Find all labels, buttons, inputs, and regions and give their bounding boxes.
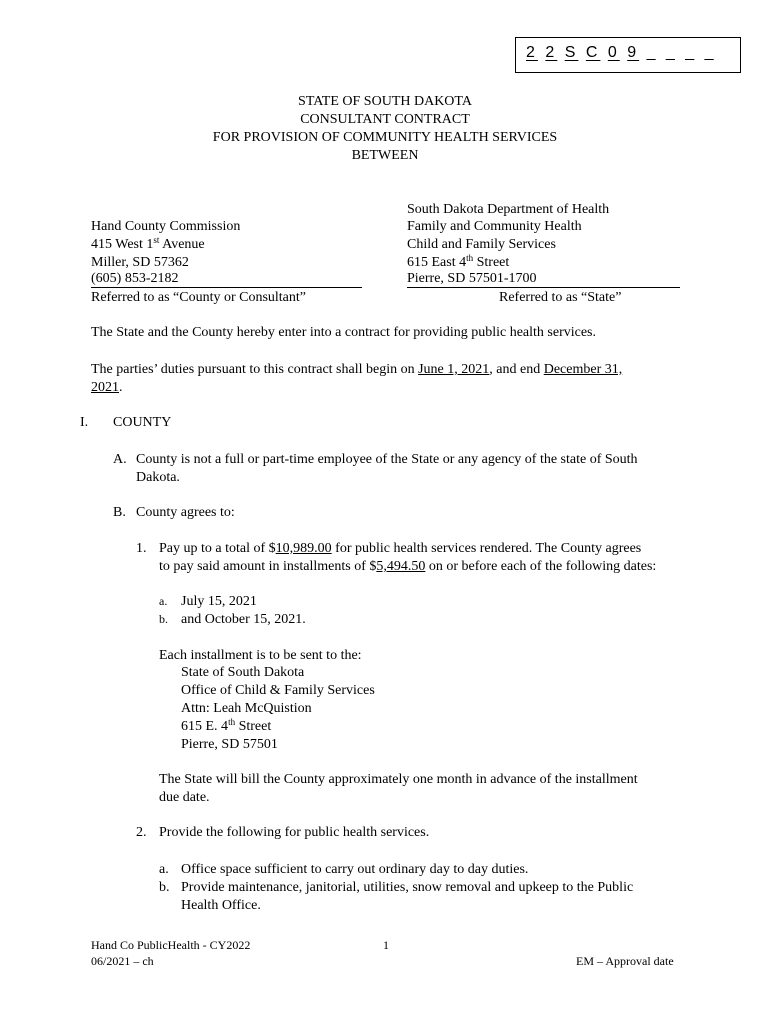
title-line-1: STATE OF SOUTH DAKOTA bbox=[298, 94, 472, 109]
state-dept-name: South Dakota Department of Health bbox=[407, 202, 610, 217]
send-to-intro: Each installment is to be sent to the: bbox=[159, 648, 362, 663]
code-char: S bbox=[564, 44, 579, 61]
state-address: 615 East 4th Street bbox=[407, 253, 510, 270]
code-char: 2 bbox=[545, 44, 558, 61]
item-1-line2: to pay said amount in installments of $5,494.50 on or before each of the following dates: bbox=[159, 559, 657, 574]
code-char: C bbox=[585, 44, 601, 61]
section-numeral: I. bbox=[80, 415, 89, 430]
section-heading: COUNTY bbox=[113, 415, 172, 430]
contract-code-box bbox=[515, 37, 741, 73]
footer-left-1: Hand Co PublicHealth - CY2022 bbox=[91, 938, 251, 952]
billing-line2: due date. bbox=[159, 790, 210, 805]
county-phone: (605) 853-2182 bbox=[91, 271, 362, 288]
date-a-text: July 15, 2021 bbox=[181, 594, 257, 609]
code-char: 2 bbox=[526, 44, 538, 61]
county-address: 415 West 1st Avenue bbox=[91, 235, 205, 252]
footer-left-2: 06/2021 – ch bbox=[91, 954, 154, 968]
duties-paragraph-line2: 2021. bbox=[91, 380, 123, 395]
code-char: 0 bbox=[607, 44, 620, 61]
intro-paragraph: The State and the County hereby enter into a contract for providing public health services. bbox=[91, 325, 597, 340]
code-blanks: _ _ _ _ bbox=[646, 44, 717, 61]
state-program: Child and Family Services bbox=[407, 237, 556, 252]
county-city: Miller, SD 57362 bbox=[91, 255, 189, 270]
date-b-label: b. bbox=[159, 612, 168, 626]
billing-line1: The State will bill the County approximately one month in advance of the installment bbox=[159, 772, 638, 787]
title-line-4: BETWEEN bbox=[351, 148, 419, 163]
end-date: December 31, bbox=[543, 362, 623, 377]
start-date: June 1, 2021 bbox=[418, 362, 490, 377]
contract-code bbox=[526, 44, 717, 62]
send-to-line2: Office of Child & Family Services bbox=[181, 683, 375, 698]
item-2b-line1: Provide maintenance, janitorial, utilities, snow removal and upkeep to the Public bbox=[181, 880, 634, 895]
send-to-line4: 615 E. 4th Street bbox=[181, 717, 272, 734]
title-line-2: CONSULTANT CONTRACT bbox=[300, 112, 470, 127]
item-a-line2: Dakota. bbox=[136, 470, 180, 485]
item-2b-label: b. bbox=[159, 880, 170, 895]
send-to-line3: Attn: Leah McQuistion bbox=[181, 701, 312, 716]
county-referred: Referred to as “County or Consultant” bbox=[91, 290, 307, 305]
date-b-text: and October 15, 2021. bbox=[181, 612, 306, 627]
item-2b-line2: Health Office. bbox=[181, 898, 261, 913]
state-division: Family and Community Health bbox=[407, 219, 582, 234]
item-b-text: County agrees to: bbox=[136, 505, 235, 520]
code-char: 9 bbox=[627, 44, 640, 61]
send-to-line5: Pierre, SD 57501 bbox=[181, 737, 278, 752]
item-a-label: A. bbox=[113, 452, 127, 467]
item-b-label: B. bbox=[113, 505, 126, 520]
state-referred: Referred to as “State” bbox=[499, 290, 622, 305]
item-2-text: Provide the following for public health services. bbox=[159, 825, 430, 840]
total-amount: 10,989.00 bbox=[275, 541, 332, 556]
send-to-line1: State of South Dakota bbox=[181, 665, 305, 680]
installment-amount: 5,494.50 bbox=[376, 559, 426, 574]
title-line-3: FOR PROVISION OF COMMUNITY HEALTH SERVICES bbox=[212, 130, 558, 145]
item-2-label: 2. bbox=[136, 825, 147, 840]
item-a-line1: County is not a full or part-time employee of the State or any agency of the state of South bbox=[136, 452, 638, 467]
duties-paragraph: The parties’ duties pursuant to this contract shall begin on June 1, 2021, and end December 31, bbox=[91, 362, 623, 377]
footer-right: EM – Approval date bbox=[576, 954, 674, 968]
date-a-label: a. bbox=[159, 594, 168, 608]
item-1-line1: Pay up to a total of $10,989.00 for public health services rendered. The County agrees bbox=[159, 541, 642, 556]
item-2a-text: Office space sufficient to carry out ordinary day to day duties. bbox=[181, 862, 529, 877]
item-1-label: 1. bbox=[136, 541, 147, 556]
county-name: Hand County Commission bbox=[91, 219, 241, 234]
state-city: Pierre, SD 57501-1700 bbox=[407, 271, 680, 288]
page-number: 1 bbox=[383, 938, 389, 952]
item-2a-label: a. bbox=[159, 862, 169, 877]
